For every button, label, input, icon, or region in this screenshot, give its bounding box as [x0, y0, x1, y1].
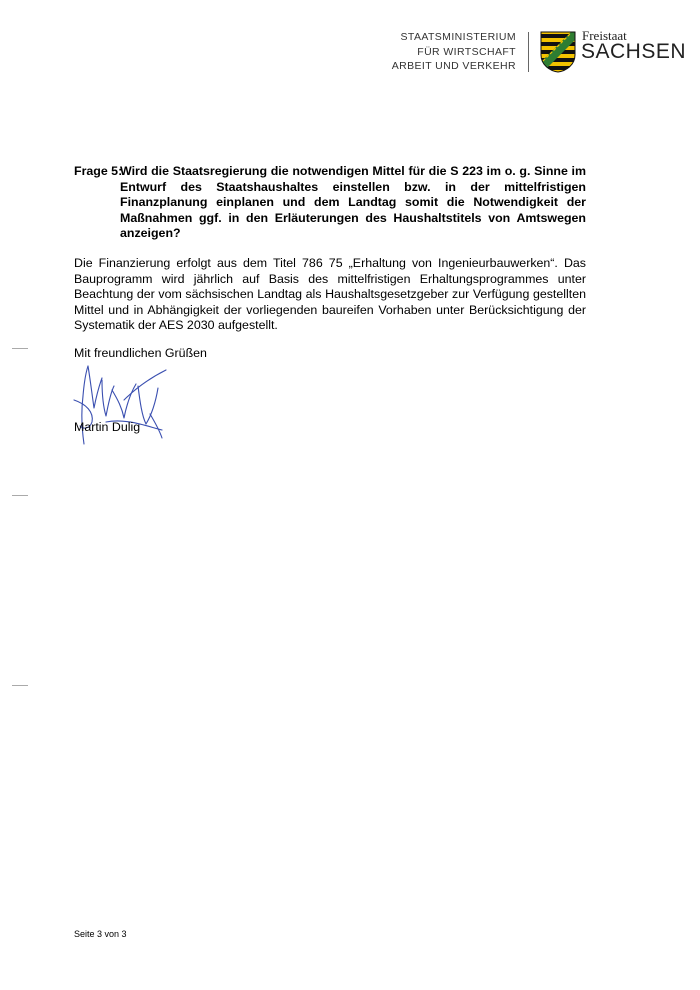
fold-mark [12, 495, 28, 496]
ministry-name [392, 30, 516, 74]
answer-paragraph: Die Finanzierung erfolgt aus dem Titel 786 75 „Erhaltung von Ingenieurbauwerken“. Das Bauprogramm wird jährlich auf Basis des mittelfristigen Erhaltungsprogrammes unter Beachtung der vom sächsischen Landtag als Haushaltsgesetzgeber zur Verfügung gestellten Mittel und in Abhängigkeit der vorliegenden baureifen Vorhaben unter Berücksichtigung der Systematik der AES 2030 aufgestellt. [74, 256, 586, 332]
question-block [74, 164, 586, 242]
page-number: Seite 3 von 3 [74, 929, 127, 939]
ministry-line-2: FÜR WIRTSCHAFT [417, 45, 516, 58]
fold-mark [12, 348, 28, 349]
signer-name: Martin Dulig [74, 420, 141, 434]
question-text: Wird die Staatsregierung die notwendigen Mittel für die S 223 im o. g. Sinne im Entwurf des Staatshaushaltes einstellen bzw. in der mittelfristigen Finanzplanung einplanen und dem Landtag somit die Notwendigkeit der Maßnahmen ggf. in den Erläuterungen des Haushaltstitels von Amtswegen anzeigen? [120, 164, 586, 240]
state-label-large: SACHSEN [581, 40, 687, 63]
saxony-crest-icon [540, 31, 576, 73]
closing-greeting: Mit freundlichen Grüßen [74, 346, 207, 360]
state-label-small: Freistaat [582, 28, 627, 43]
fold-mark [12, 685, 28, 686]
question-label: Frage 5: [74, 164, 123, 178]
ministry-line-3: ARBEIT UND VERKEHR [391, 60, 516, 72]
ministry-line-1: STAATSMINISTERIUM [400, 31, 516, 43]
header-divider [528, 32, 529, 72]
